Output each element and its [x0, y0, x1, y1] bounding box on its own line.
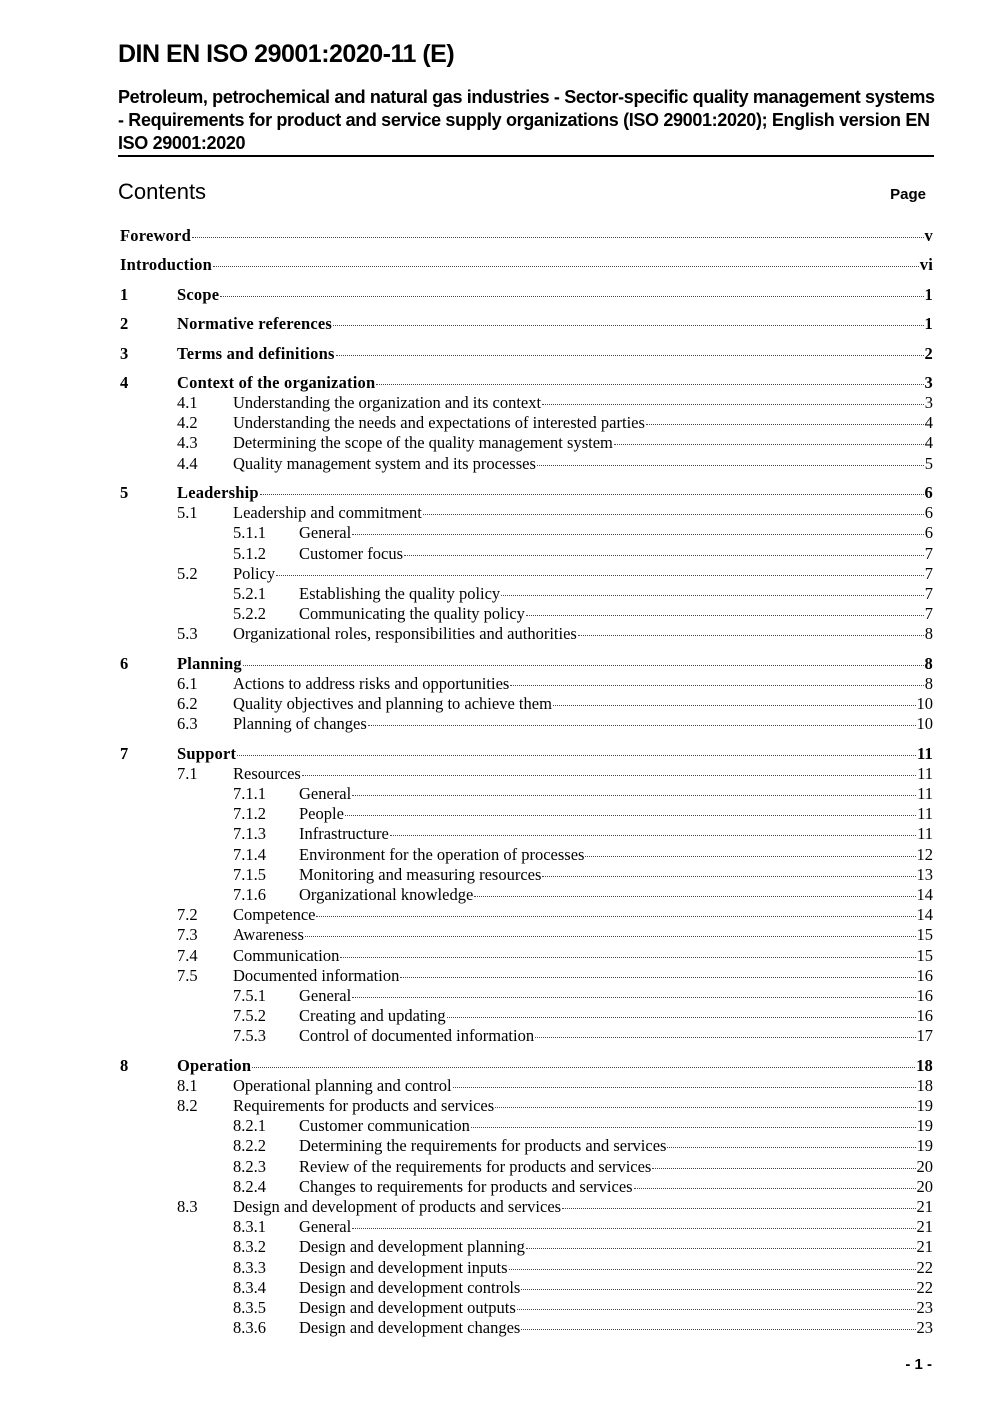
toc-entry-title: Terms and definitions	[177, 343, 335, 363]
toc-entry-page: 8	[924, 624, 933, 644]
dot-leader	[220, 296, 923, 297]
dot-leader	[517, 1309, 916, 1310]
toc-entry-title: Support	[177, 743, 237, 763]
toc-entry-page: 10	[916, 694, 933, 714]
toc-entry-number: 7.5.1	[233, 985, 266, 1005]
toc-entry[interactable]	[120, 285, 933, 305]
toc-entry-title: Customer focus	[299, 543, 404, 563]
toc-entry-number: 5.1.1	[233, 523, 266, 543]
toc-entry[interactable]	[120, 804, 933, 824]
toc-entry-number: 4.2	[177, 413, 198, 433]
toc-entry-title: Monitoring and measuring resources	[299, 864, 542, 884]
toc-entry-number: 4.4	[177, 453, 198, 473]
toc-entry-number: 4.1	[177, 393, 198, 413]
dot-leader	[537, 465, 924, 466]
toc-entry-page: 20	[916, 1156, 933, 1176]
toc-entry-page: 2	[924, 343, 933, 363]
toc-group	[120, 255, 933, 275]
toc-entry-title: Leadership and commitment	[233, 503, 422, 523]
toc-entry[interactable]	[120, 1217, 933, 1237]
toc-entry-number: 8.2.3	[233, 1156, 266, 1176]
toc-entry-number: 7.1.4	[233, 844, 266, 864]
dot-leader	[276, 575, 924, 576]
toc-entry-page: vi	[919, 255, 933, 275]
toc-entry-title: Understanding the needs and expectations of interested parties	[233, 413, 645, 433]
dot-leader	[213, 266, 919, 267]
toc-entry[interactable]	[120, 1237, 933, 1257]
toc-entry[interactable]	[120, 1298, 933, 1318]
toc-entry-number: 8.2	[177, 1096, 198, 1115]
toc-entry[interactable]	[120, 344, 933, 364]
toc-entry-page: 21	[916, 1196, 933, 1216]
toc-entry-title: General	[299, 784, 352, 803]
toc-entry-number: 7.4	[177, 945, 198, 965]
toc-entry-title: Determining the scope of the quality management system	[233, 433, 613, 453]
toc-entry[interactable]	[120, 1157, 933, 1177]
dot-leader	[345, 815, 916, 816]
dot-leader	[316, 916, 915, 917]
toc-entry[interactable]	[120, 824, 933, 844]
toc-entry[interactable]	[120, 584, 933, 604]
toc-entry-page: 6	[924, 523, 933, 543]
toc-entry-number: 5.2.2	[233, 604, 266, 624]
dot-leader	[585, 856, 915, 857]
toc-entry-number: 6.3	[177, 714, 198, 734]
toc-entry-page: v	[924, 226, 933, 245]
dot-leader	[404, 555, 924, 556]
toc-entry-page: 20	[916, 1176, 933, 1196]
toc-entry-number: 4.3	[177, 433, 198, 453]
toc-entry-title: Competence	[233, 905, 316, 925]
dot-leader	[474, 896, 915, 897]
toc-entry[interactable]	[120, 1116, 933, 1136]
toc-entry-number: 5.2	[177, 563, 198, 583]
dot-leader	[237, 755, 916, 756]
document-title: DIN EN ISO 29001:2020-11 (E)	[118, 40, 455, 68]
toc-entry-title: Communicating the quality policy	[299, 604, 525, 624]
dot-leader	[553, 705, 916, 706]
toc-entry-title: Control of documented information	[299, 1026, 535, 1046]
toc-entry-number: 8.3.4	[233, 1277, 266, 1297]
toc-entry-page: 5	[924, 453, 933, 473]
toc-entry-title: Creating and updating	[299, 1006, 446, 1026]
toc-entry-title: Customer communication	[299, 1116, 470, 1136]
toc-group	[120, 483, 933, 645]
toc-entry-number: 7.2	[177, 905, 198, 925]
toc-entry-title: Documented information	[233, 965, 400, 985]
toc-entry-title: Foreword	[120, 226, 191, 245]
toc-entry[interactable]	[120, 1197, 933, 1217]
toc-entry-number: 8.3.2	[233, 1237, 266, 1257]
toc-entry-number: 8.3.1	[233, 1217, 266, 1237]
dot-leader	[501, 595, 924, 596]
toc-entry-page: 11	[917, 804, 933, 824]
toc-entry-page: 6	[924, 503, 933, 523]
toc-entry[interactable]	[120, 674, 933, 694]
toc-entry-page: 19	[916, 1096, 933, 1115]
toc-entry[interactable]	[120, 764, 933, 784]
toc-entry-page: 4	[924, 413, 933, 433]
toc-entry[interactable]	[120, 694, 933, 714]
dot-leader	[192, 237, 924, 238]
toc-entry-number: 8.2.2	[233, 1136, 266, 1156]
toc-entry-page: 15	[916, 945, 933, 965]
toc-entry-title: Resources	[233, 763, 301, 783]
toc-entry[interactable]	[120, 865, 933, 885]
dot-leader	[646, 424, 924, 425]
dot-leader	[243, 665, 924, 666]
toc-entry-title: Operation	[177, 1055, 252, 1075]
toc-entry-page: 15	[916, 925, 933, 945]
toc-entry-page: 1	[924, 314, 933, 334]
toc-group	[120, 1056, 933, 1339]
toc-entry-page: 18	[916, 1075, 933, 1095]
dot-leader	[667, 1147, 915, 1148]
toc-entry-number: 3	[120, 343, 129, 363]
dot-leader	[252, 1067, 915, 1068]
toc-entry-page: 8	[924, 653, 933, 673]
toc-entry-title: Design and development planning	[299, 1237, 525, 1257]
toc-entry[interactable]	[120, 564, 933, 584]
toc-entry-page: 11	[917, 824, 933, 844]
toc-group	[120, 314, 933, 334]
toc-entry[interactable]	[120, 1026, 933, 1046]
toc-entry-page: 19	[916, 1116, 933, 1136]
toc-entry-title: People	[299, 804, 344, 824]
title-divider	[118, 155, 934, 157]
dot-leader	[634, 1188, 916, 1189]
dot-leader	[471, 1127, 916, 1128]
toc-entry-page: 12	[916, 844, 933, 864]
toc-entry-page: 21	[916, 1217, 933, 1237]
dot-leader	[376, 384, 923, 385]
toc-entry[interactable]	[120, 1006, 933, 1026]
toc-entry-page: 7	[924, 543, 933, 563]
toc-entry-title: Introduction	[120, 255, 212, 275]
dot-leader	[423, 514, 924, 515]
toc-entry-page: 16	[916, 965, 933, 985]
toc-entry[interactable]	[120, 1278, 933, 1298]
toc-entry[interactable]	[120, 905, 933, 925]
toc-entry[interactable]	[120, 433, 933, 453]
toc-entry-number: 8.3.5	[233, 1297, 266, 1317]
toc-entry-number: 6.2	[177, 694, 198, 714]
toc-entry-title: Design and development outputs	[299, 1297, 516, 1317]
dot-leader	[400, 977, 915, 978]
toc-entry[interactable]	[120, 373, 933, 393]
dot-leader	[652, 1168, 915, 1169]
toc-entry-page: 3	[924, 372, 933, 392]
toc-entry-number: 8.3.6	[233, 1318, 266, 1338]
toc-entry-title: Determining the requirements for products and services	[299, 1136, 667, 1156]
toc-entry-title: Policy	[233, 563, 276, 583]
toc-entry[interactable]	[120, 966, 933, 986]
toc-entry-title: Design and development inputs	[299, 1257, 508, 1277]
toc-entry-number: 7.5	[177, 965, 198, 985]
table-of-contents	[120, 226, 933, 1347]
toc-entry-title: Scope	[177, 284, 220, 304]
toc-group	[120, 654, 933, 735]
toc-entry[interactable]	[120, 1056, 933, 1076]
dot-leader	[509, 1269, 916, 1270]
toc-entry-number: 7.5.2	[233, 1006, 266, 1026]
dot-leader	[390, 835, 916, 836]
toc-entry-page: 11	[917, 784, 933, 803]
toc-entry[interactable]	[120, 1318, 933, 1338]
toc-entry-title: Planning	[177, 653, 242, 673]
toc-entry-page: 22	[916, 1277, 933, 1297]
toc-entry-title: Quality objectives and planning to achieve them	[233, 694, 552, 714]
toc-entry[interactable]	[120, 946, 933, 966]
toc-entry[interactable]	[120, 744, 933, 764]
toc-entry-number: 5.2.1	[233, 583, 266, 603]
toc-entry-title: Understanding the organization and its context	[233, 393, 542, 413]
toc-entry[interactable]	[120, 604, 933, 624]
toc-entry-page: 23	[916, 1297, 933, 1317]
toc-entry-page: 13	[916, 864, 933, 884]
toc-entry-page: 14	[916, 905, 933, 925]
dot-leader	[260, 494, 924, 495]
toc-entry-page: 7	[924, 604, 933, 624]
toc-entry-title: Planning of changes	[233, 714, 367, 734]
toc-entry-page: 11	[917, 743, 933, 763]
toc-entry-title: Design and development changes	[299, 1318, 521, 1338]
toc-entry[interactable]	[120, 226, 933, 246]
toc-entry-title: Requirements for products and services	[233, 1096, 495, 1115]
toc-entry-number: 5.1.2	[233, 543, 266, 563]
toc-entry[interactable]	[120, 314, 933, 334]
toc-entry-number: 7.1.3	[233, 824, 266, 844]
toc-entry-page: 8	[924, 673, 933, 693]
toc-entry-number: 7.1	[177, 763, 198, 783]
toc-entry[interactable]	[120, 523, 933, 543]
dot-leader	[333, 325, 924, 326]
toc-entry-page: 16	[916, 985, 933, 1005]
dot-leader	[352, 534, 924, 535]
document-subtitle: Petroleum, petrochemical and natural gas industries - Sector-specific quality management systems - Requirements for product and service supply organizations (ISO 29001:2020); English version EN ISO 29001:2020	[118, 87, 935, 153]
toc-entry-number: 8	[120, 1055, 129, 1075]
toc-entry[interactable]	[120, 714, 933, 734]
toc-entry-title: Organizational knowledge	[299, 884, 474, 904]
toc-group	[120, 744, 933, 1047]
dot-leader	[495, 1107, 915, 1108]
toc-entry[interactable]	[120, 1258, 933, 1278]
toc-entry-page: 23	[916, 1318, 933, 1338]
dot-leader	[521, 1329, 915, 1330]
toc-entry[interactable]	[120, 255, 933, 275]
toc-entry-title: Context of the organization	[177, 372, 376, 392]
toc-entry[interactable]	[120, 503, 933, 523]
footer-page-number: - 1 -	[905, 1356, 932, 1373]
dot-leader	[526, 615, 924, 616]
toc-entry-number: 8.2.4	[233, 1176, 266, 1196]
toc-entry-title: General	[299, 985, 352, 1005]
toc-entry-number: 4	[120, 372, 129, 392]
toc-entry-page: 16	[916, 1006, 933, 1026]
toc-entry-title: Changes to requirements for products and services	[299, 1176, 633, 1196]
toc-entry[interactable]	[120, 654, 933, 674]
toc-group	[120, 373, 933, 474]
toc-entry-page: 19	[916, 1136, 933, 1156]
toc-entry-title: General	[299, 1217, 352, 1237]
toc-entry-page: 22	[916, 1257, 933, 1277]
toc-entry-number: 8.3.3	[233, 1257, 266, 1277]
toc-entry[interactable]	[120, 845, 933, 865]
dot-leader	[352, 1228, 915, 1229]
dot-leader	[521, 1289, 915, 1290]
toc-entry[interactable]	[120, 1177, 933, 1197]
toc-entry-page: 14	[916, 884, 933, 904]
dot-leader	[578, 635, 924, 636]
toc-entry[interactable]	[120, 454, 933, 474]
dot-leader	[336, 355, 924, 356]
toc-entry-page: 3	[924, 393, 933, 413]
toc-entry-number: 5.1	[177, 503, 198, 523]
dot-leader	[535, 1037, 915, 1038]
toc-entry-page: 17	[916, 1026, 933, 1046]
toc-entry-number: 8.2.1	[233, 1116, 266, 1136]
dot-leader	[447, 1017, 916, 1018]
toc-entry-title: General	[299, 523, 352, 543]
toc-entry-title: Organizational roles, responsibilities and authorities	[233, 624, 577, 644]
toc-entry-page: 7	[924, 583, 933, 603]
toc-entry[interactable]	[120, 885, 933, 905]
toc-entry-title: Design and development of products and services	[233, 1196, 562, 1216]
toc-entry-page: 4	[924, 433, 933, 453]
toc-entry-title: Actions to address risks and opportunities	[233, 673, 510, 693]
toc-entry-page: 1	[924, 284, 933, 304]
toc-entry-number: 5.3	[177, 624, 198, 644]
toc-entry-title: Establishing the quality policy	[299, 583, 501, 603]
toc-entry-number: 2	[120, 314, 129, 334]
toc-entry[interactable]	[120, 986, 933, 1006]
toc-entry[interactable]	[120, 1096, 933, 1116]
toc-entry[interactable]	[120, 544, 933, 564]
dot-leader	[305, 936, 916, 937]
dot-leader	[542, 876, 915, 877]
dot-leader	[302, 775, 916, 776]
toc-group	[120, 344, 933, 364]
toc-entry[interactable]	[120, 624, 933, 644]
toc-entry-title: Infrastructure	[299, 824, 389, 844]
dot-leader	[510, 685, 923, 686]
toc-entry-title: Quality management system and its processes	[233, 453, 536, 473]
toc-entry-page: 10	[916, 714, 933, 734]
contents-heading: Contents	[118, 179, 207, 204]
toc-group	[120, 285, 933, 305]
toc-entry-number: 7.5.3	[233, 1026, 266, 1046]
toc-entry-title: Communication	[233, 945, 340, 965]
toc-entry-number: 7.1.2	[233, 804, 266, 824]
dot-leader	[562, 1208, 915, 1209]
toc-entry[interactable]	[120, 393, 933, 413]
toc-entry-title: Operational planning and control	[233, 1075, 452, 1095]
dot-leader	[542, 404, 924, 405]
toc-entry-number: 7.1.6	[233, 884, 266, 904]
dot-leader	[453, 1087, 916, 1088]
toc-entry[interactable]	[120, 925, 933, 945]
toc-entry[interactable]	[120, 483, 933, 503]
toc-entry[interactable]	[120, 413, 933, 433]
toc-entry[interactable]	[120, 1076, 933, 1096]
dot-leader	[340, 957, 915, 958]
toc-entry-number: 8.1	[177, 1075, 198, 1095]
toc-entry-number: 6.1	[177, 673, 198, 693]
toc-entry-number: 5	[120, 483, 129, 502]
dot-leader	[368, 725, 916, 726]
toc-entry-title: Normative references	[177, 314, 333, 334]
toc-entry-number: 6	[120, 653, 129, 673]
toc-entry-title: Leadership	[177, 483, 259, 502]
toc-entry-title: Awareness	[233, 925, 304, 945]
dot-leader	[526, 1248, 916, 1249]
dot-leader	[614, 444, 924, 445]
toc-entry-title: Environment for the operation of processes	[299, 844, 585, 864]
toc-entry-number: 8.3	[177, 1196, 198, 1216]
page-column-label: Page	[890, 186, 926, 203]
toc-entry-page: 7	[924, 563, 933, 583]
toc-entry-title: Review of the requirements for products and services	[299, 1156, 652, 1176]
toc-entry-page: 6	[924, 483, 933, 502]
dot-leader	[352, 997, 915, 998]
toc-entry-number: 7.3	[177, 925, 198, 945]
toc-entry-number: 7	[120, 743, 129, 763]
toc-group	[120, 226, 933, 246]
toc-entry[interactable]	[120, 1136, 933, 1156]
dot-leader	[352, 795, 916, 796]
toc-entry-title: Design and development controls	[299, 1277, 521, 1297]
toc-entry[interactable]	[120, 784, 933, 804]
toc-entry-number: 1	[120, 284, 129, 304]
toc-entry-page: 18	[916, 1055, 933, 1075]
toc-entry-page: 21	[916, 1237, 933, 1257]
toc-entry-number: 7.1.5	[233, 864, 266, 884]
toc-entry-page: 11	[917, 763, 933, 783]
toc-entry-number: 7.1.1	[233, 784, 266, 803]
